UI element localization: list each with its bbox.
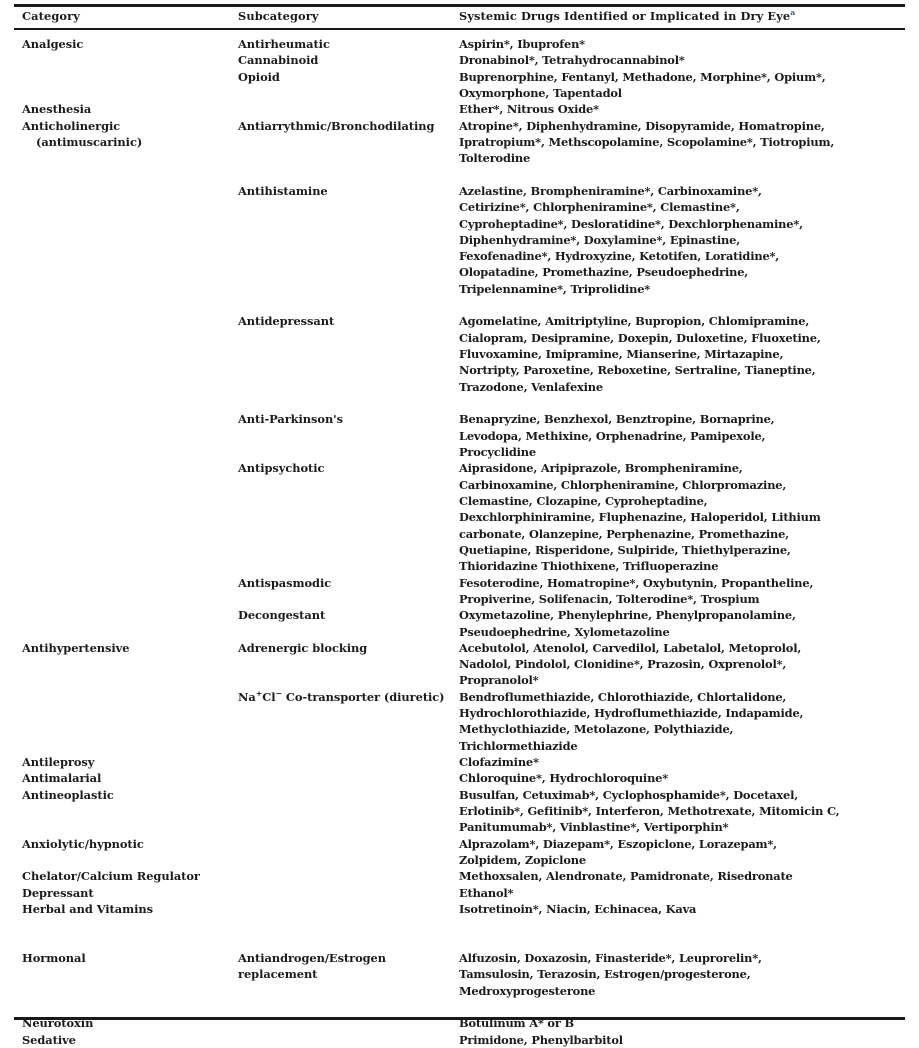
drug-list-cell: Oxymorphone, Tapentadol — [459, 85, 622, 100]
subcategory-cell: Antihistamine — [238, 183, 328, 198]
category-cell: Depressant — [22, 885, 94, 900]
drug-list-cell: Procyclidine — [459, 445, 536, 459]
drug-list-cell: Chloroquine*, Hydrochloroquine* — [459, 771, 669, 786]
subcategory-column — [238, 0, 456, 1025]
drug-list-cell: Nadolol, Pindolol, Clonidine*, Prazosin, Oxprenolol*, — [459, 657, 787, 672]
category-cell: Chelator/Calcium Regulator — [22, 869, 200, 884]
drug-list-cell: Agomelatine, Amitriptyline, Bupropion, Chlomipramine, — [459, 314, 810, 329]
category-column — [22, 0, 236, 1047]
drug-list-cell: Cetirizine*, Chlorpheniramine*, Clemastine*, — [459, 200, 740, 215]
subcategory-cell: replacement — [238, 967, 318, 982]
drug-list-cell: Clemastine, Clozapine, Cyproheptadine, — [459, 493, 708, 508]
drug-list-cell: Benapryzine, Benzhexol, Benztropine, Bornaprine, — [459, 412, 775, 427]
drug-list-cell: Thioridazine Thiothixene, Trifluoperazine — [459, 559, 719, 574]
drug-list-cell: Hydrochlorothiazide, Hydroflumethiazide, Indapamide, — [459, 706, 804, 721]
category-cell: Anticholinergic — [22, 118, 121, 133]
drug-list-cell: Clofazimine* — [459, 755, 539, 770]
subcategory-cell: Antiarrythmic/Bronchodilating — [238, 118, 435, 133]
drug-list-cell: carbonate, Olanzepine, Perphenazine, Promethazine, — [459, 526, 789, 541]
category-cell: Anesthesia — [22, 102, 92, 117]
drug-list-cell: Aiprasidone, Aripiprazole, Brompheniramine, — [459, 461, 743, 476]
drug-list-cell: Fexofenadine*, Hydroxyzine, Ketotifen, Loratidine*, — [459, 249, 780, 264]
subcategory-cell: Cannabinoid — [238, 53, 319, 68]
category-cell: Sedative — [22, 1032, 76, 1047]
drug-list-cell: Tolterodine — [459, 151, 531, 166]
drug-list-cell: Carbinoxamine, Chlorpheniramine, Chlorpromazine, — [459, 477, 787, 492]
category-cell: Neurotoxin — [22, 1016, 94, 1031]
category-cell: Herbal and Vitamins — [22, 901, 153, 916]
column-header-drugs-text: Systemic Drugs Identified or Implicated in Dry Eye — [459, 9, 791, 23]
drug-list-cell: Propranolol* — [459, 673, 539, 688]
drug-list-cell: Isotretinoin*, Niacin, Echinacea, Kava — [459, 901, 697, 916]
subcategory-cell: Decongestant — [238, 608, 326, 623]
drug-list-cell: Botulinum A* or B — [459, 1016, 574, 1031]
drug-list-cell: Levodopa, Methixine, Orphenadrine, Pamipexole, — [459, 428, 766, 443]
drug-list-cell: Dronabinol*, Tetrahydrocannabinol* — [459, 53, 685, 68]
drug-list-cell: Trichlormethiazide — [459, 738, 578, 753]
drug-list-cell: Tamsulosin, Terazosin, Estrogen/progesterone, — [459, 967, 751, 982]
drug-list-cell: Erlotinib*, Gefitinib*, Interferon, Methotrexate, Mitomicin C, — [459, 804, 840, 819]
column-header-category: Category — [22, 9, 80, 23]
drug-list-cell: Medroxyprogesterone — [459, 983, 596, 998]
drug-list-cell: Diphenhydramine*, Doxylamine*, Epinastine, — [459, 232, 740, 247]
drug-list-cell: Fluvoxamine, Imipramine, Mianserine, Mirtazapine, — [459, 347, 784, 362]
drug-list-cell: Bendroflumethiazide, Chlorothiazide, Chlortalidone, — [459, 689, 787, 704]
drug-list-cell: Primidone, Phenylbarbitol — [459, 1032, 623, 1047]
drug-list-cell: Quetiapine, Risperidone, Sulpiride, Thiethylperazine, — [459, 542, 791, 557]
column-header-subcategory: Subcategory — [238, 9, 319, 23]
category-cell: Analgesic — [22, 37, 84, 51]
drug-list-cell: Ether*, Nitrous Oxide* — [459, 102, 599, 117]
drug-list-cell: Cyproheptadine*, Desloratidine*, Dexchlorphenamine*, — [459, 216, 803, 231]
drug-list-cell: Cialopram, Desipramine, Doxepin, Duloxetine, Fluoxetine, — [459, 330, 821, 345]
subcategory-cell: Anti-Parkinson's — [238, 412, 343, 427]
drug-list-cell: Methyclothiazide, Metolazone, Polythiazide, — [459, 722, 734, 737]
drug-list-cell: Trazodone, Venlafexine — [459, 379, 603, 394]
subcategory-cell: Antirheumatic — [238, 37, 330, 51]
drug-list-cell: Nortripty, Paroxetine, Reboxetine, Sertraline, Tianeptine, — [459, 363, 816, 378]
drug-list-cell: Busulfan, Cetuximab*, Cyclophosphamide*, Docetaxel, — [459, 787, 799, 802]
drug-list-cell: Tripelennamine*, Triprolidine* — [459, 281, 651, 296]
subcategory-cell: Antiandrogen/Estrogen — [238, 950, 386, 965]
drug-list-cell: Buprenorphine, Fentanyl, Methadone, Morphine*, Opium*, — [459, 69, 826, 84]
drug-list-cell: Olopatadine, Promethazine, Pseudoephedrine, — [459, 265, 749, 280]
drug-list-cell: Methoxsalen, Alendronate, Pamidronate, Risedronate — [459, 869, 793, 884]
category-cell: Anxiolytic/hypnotic — [22, 836, 144, 851]
drugs-column — [459, 0, 911, 1047]
category-cell: (antimuscarinic) — [36, 134, 143, 149]
category-cell: Antihypertensive — [22, 640, 130, 655]
category-cell: Antileprosy — [22, 755, 95, 770]
subcategory-cell: Antispasmodic — [238, 575, 332, 590]
drug-list-cell: Oxymetazoline, Phenylephrine, Phenylpropanolamine, — [459, 608, 796, 623]
drug-list-cell: Panitumumab*, Vinblastine*, Vertiporphin* — [459, 820, 729, 835]
subcategory-cell: Na+Cl− Co-transporter (diuretic) — [238, 689, 445, 704]
drug-list-cell: Ipratropium*, Methscopolamine, Scopolamine*, Tiotropium, — [459, 134, 835, 149]
drug-list-cell: Fesoterodine, Homatropine*, Oxybutynin, Propantheline, — [459, 575, 814, 590]
drug-list-cell: Propiverine, Solifenacin, Tolterodine*, Trospium — [459, 591, 760, 606]
subcategory-cell: Antidepressant — [238, 314, 335, 329]
category-cell: Antineoplastic — [22, 787, 114, 802]
drug-list-cell: Pseudoephedrine, Xylometazoline — [459, 624, 670, 639]
drug-list-cell: Azelastine, Brompheniramine*, Carbinoxamine*, — [459, 183, 762, 198]
subcategory-cell: Adrenergic blocking — [238, 640, 368, 655]
subcategory-cell: Opioid — [238, 69, 280, 84]
category-cell: Antimalarial — [22, 771, 102, 786]
drug-list-cell: Zolpidem, Zopiclone — [459, 853, 586, 867]
subcategory-cell: Antipsychotic — [238, 461, 325, 476]
footnote-marker-a: a — [790, 8, 796, 18]
drug-list-cell: Aspirin*, Ibuprofen* — [459, 37, 585, 51]
drug-list-cell: Ethanol* — [459, 885, 514, 900]
drug-list-cell: Alfuzosin, Doxazosin, Finasteride*, Leuprorelin*, — [459, 950, 762, 965]
drug-list-cell: Acebutolol, Atenolol, Carvedilol, Labetalol, Metoprolol, — [459, 640, 802, 655]
drug-list-cell: Atropine*, Diphenhydramine, Disopyramide, Homatropine, — [459, 118, 825, 133]
drug-list-cell: Dexchlorphiniramine, Fluphenazine, Haloperidol, Lithium — [459, 510, 821, 525]
category-cell: Hormonal — [22, 950, 86, 965]
drug-list-cell: Alprazolam*, Diazepam*, Eszopiclone, Lorazepam*, — [459, 836, 777, 851]
